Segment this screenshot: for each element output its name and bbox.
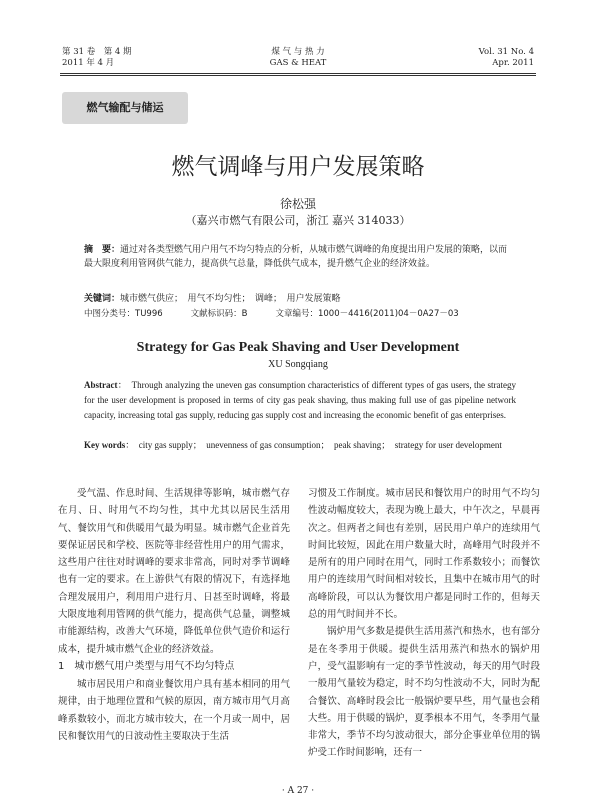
keywords-en-text: ： city gas supply； unevenness of gas consumption； peak shaving； strategy for user development bbox=[125, 440, 502, 450]
keywords-en bbox=[84, 438, 516, 453]
author-en: XU Songqiang bbox=[268, 359, 328, 370]
clc-number: 中图分类号：TU996 bbox=[84, 309, 163, 319]
classification-line bbox=[84, 307, 516, 321]
volume-en-line: Vol. 31 No. 4 bbox=[478, 47, 534, 57]
article-number: 文章编号：1000－4416(2011)04－0A27－03 bbox=[275, 309, 459, 319]
abstract-en bbox=[84, 378, 516, 423]
section-tag bbox=[62, 92, 188, 124]
body-column-left bbox=[58, 485, 290, 745]
section-1-heading: 1 城市燃气用户类型与用气不均匀特点 bbox=[58, 660, 235, 672]
affiliation-zh: （嘉兴市燃气有限公司，浙江 嘉兴 314033） bbox=[185, 214, 411, 227]
journal-name-zh: 煤 气 与 热 力 bbox=[271, 47, 325, 57]
keywords-zh bbox=[84, 292, 516, 306]
intro-paragraph: 受气温、作息时间、生活规律等影响，城市燃气存在月、日、时用气不均匀性，其中尤其以居民生活用气、餐饮用气和供暖用气最为明显。城市燃气企业首先要保证居民和学校、医院等非经营性用户的用气需求，这些用户往往对时调峰的要求非常高，同时对季节调峰也有一定的要求。在上游供气有限的情况下，有选择地合理发展用户，利用用户进行月、日甚至时调峰，将最大限度地利用管网的供气能力，提高供气总量，调整城市能源结构，改善大气环境，降低单位供气造价和运行成本，提升城市燃气企业的经济效益。 bbox=[58, 488, 290, 655]
issue-date-line: 2011 年 4 月 bbox=[62, 58, 115, 68]
keywords-en-label: Key words bbox=[84, 440, 126, 450]
journal-volume-en bbox=[479, 47, 534, 69]
volume-issue-line: 第 31 卷 第 4 期 bbox=[62, 47, 132, 57]
author-zh: 徐松强 bbox=[279, 197, 316, 211]
abstract-zh-text: 通过对各类型燃气用户用气不均匀特点的分析，从城市燃气调峰的角度提出用户发展的策略，以而最大限度利用管网供气能力，提高供气总量，降低供气成本，提升燃气企业的经济效益。 bbox=[84, 245, 508, 269]
date-en-line: Apr. 2011 bbox=[492, 58, 534, 68]
page-number: · A 27 · bbox=[281, 786, 315, 796]
article-title-en: Strategy for Gas Peak Shaving and User Development bbox=[136, 340, 460, 355]
header-rule-thin bbox=[60, 75, 536, 76]
journal-name-en: GAS & HEAT bbox=[269, 58, 327, 68]
abstract-zh-label: 摘 要： bbox=[84, 245, 121, 255]
article-title-zh: 燃气调峰与用户发展策略 bbox=[171, 154, 425, 180]
section-1-paragraph-1-cont: 习惯及工作制度。城市居民和餐饮用户的时用气不均匀性波动幅度较大，表现为晚上最大，中午次之，早晨再次之。但两者之间也有差别，居民用户单户的连续用气时间比较短，因此在用户数量大时，高峰用气时段并不是所有的用户同时在用气，同时工作系数较小；而餐饮用户的连续用气时间相对较长，且集中在城市用气的时高峰阶段，可以认为餐饮用户都是同时工作的，但每天总的用气时间并不长。 bbox=[308, 488, 540, 621]
abstract-en-text: ： Through analyzing the uneven gas consumption characteristics of different types of gas users, the strategy for the user development is proposed in terms of city gas peak shaving, thus making full use of gas pipeline network capacity, increasing total gas supply, reducing gas supply cost and increasing the economic benefit of gas enterprises. bbox=[84, 380, 516, 420]
keywords-zh-text: 城市燃气供应； 用气不均匀性； 调峰； 用户发展策略 bbox=[120, 294, 341, 304]
section-1-paragraph-1: 城市居民用户和商业餐饮用户具有基本相同的用气规律，由于地理位置和气候的原因，南方城市用气月高峰系数较小，而北方城市较大，在一个月或一周中，居民和餐饮用气的日波动性主要取决于生活 bbox=[58, 678, 290, 742]
abstract-en-label: Abstract bbox=[84, 380, 118, 390]
body-column-right bbox=[308, 485, 540, 762]
section-1-paragraph-2: 锅炉用气多数是提供生活用蒸汽和热水，也有部分是在冬季用于供暖。提供生活用蒸汽和热水的锅炉用户，受气温影响有一定的季节性波动，每天的用气时段一般用气量较为稳定，时不均匀性波动不大，同时为配合餐饮、高峰时段会比一般锅炉要早些，用气量也会稍大些。用于供暖的锅炉，夏季根本不用气，冬季用气量非常大，季节不均匀波动很大，部分企事业单位用的锅炉受工作时间影响，还有一 bbox=[308, 626, 540, 759]
document-code: 文献标识码：B bbox=[190, 309, 248, 319]
section-tag-label: 燃气输配与储运 bbox=[86, 101, 164, 114]
keywords-zh-label: 关键词： bbox=[84, 294, 121, 304]
abstract-zh bbox=[84, 243, 516, 271]
header-rule bbox=[60, 73, 536, 74]
